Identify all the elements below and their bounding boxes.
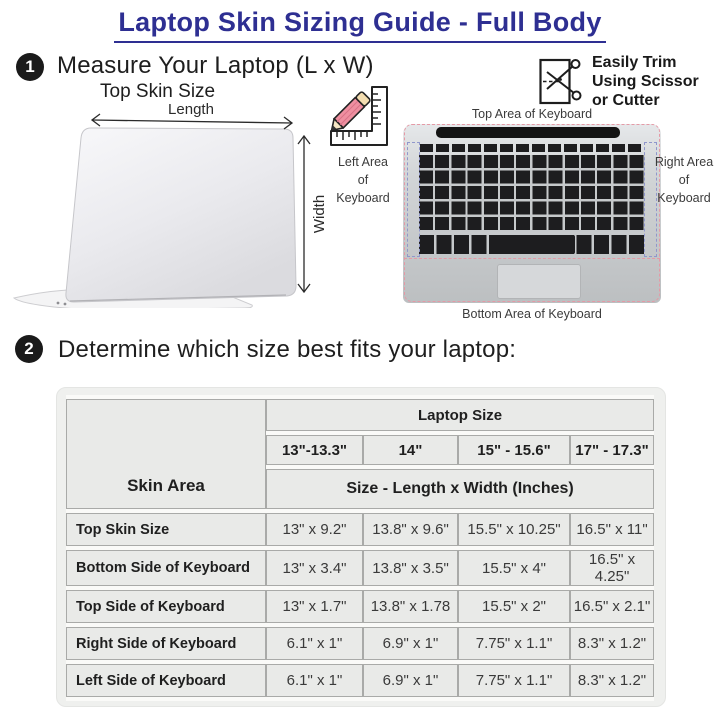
row-label: Left Side of Keyboard [66,664,266,697]
keyboard-keys [419,155,645,232]
port-dot [64,303,67,306]
size-value: 13.8" x 3.5" [363,550,458,586]
keyboard-spacebar [489,235,575,254]
length-label: Length [168,101,214,118]
row-label: Top Skin Size [66,513,266,546]
row-label: Bottom Side of Keyboard [66,550,266,586]
size-value: 7.75" x 1.1" [458,627,570,660]
skin-split-line [404,258,660,259]
column-header: 13"-13.3" [266,435,363,465]
size-value: 16.5" x 11" [570,513,654,546]
size-value: 6.1" x 1" [266,627,363,660]
page-title: Laptop Skin Sizing Guide - Full Body [114,7,605,43]
keyboard-right-area-label [650,153,718,207]
size-value: 13" x 3.4" [266,550,363,586]
size-value: 13" x 9.2" [266,513,363,546]
keyboard-top-area-label: Top Area of Keyboard [471,107,593,121]
label-line: Keyboard [657,191,711,206]
laptop-lid [66,128,296,302]
table-row [66,513,654,546]
size-value: 6.1" x 1" [266,664,363,697]
row-label: Right Side of Keyboard [66,627,266,660]
table-row [66,590,654,623]
label-line: of [678,173,690,188]
trim-note-line: Easily Trim [592,54,677,71]
size-value: 15.5" x 2" [458,590,570,623]
size-dimension-header: Size - Length x Width (Inches) [266,469,654,509]
pencil-ruler-icon [322,84,398,154]
size-value: 13.8" x 1.78 [363,590,458,623]
keyboard-bottom-area-label: Bottom Area of Keyboard [462,307,602,321]
size-value: 6.9" x 1" [363,664,458,697]
pencil [327,91,371,135]
keyboard-diagram [403,124,661,303]
table-row [66,627,654,660]
trim-note [592,54,699,111]
size-value: 16.5" x 4.25" [570,550,654,586]
label-line: Right Area [654,155,714,169]
size-value: 13.8" x 9.6" [363,513,458,546]
size-value: 7.75" x 1.1" [458,664,570,697]
width-label: Width [311,194,328,234]
skin-area-header: Skin Area [66,399,266,509]
sizing-table [66,395,654,701]
row-label: Top Side of Keyboard [66,590,266,623]
size-value: 8.3" x 1.2" [570,664,654,697]
table-header-row [66,399,654,431]
step-2-heading: Determine which size best fits your laptop: [58,336,517,363]
width-arrow [298,136,310,292]
label-line: Keyboard [336,191,390,206]
step-1-badge: 1 [16,53,44,81]
keyboard-trackpad [497,264,581,299]
top-skin-size-label: Top Skin Size [100,81,216,102]
table-row [66,664,654,697]
column-header: 15" - 15.6" [458,435,570,465]
laptop-diagram [8,96,328,308]
table-row [66,550,654,586]
size-value: 8.3" x 1.2" [570,627,654,660]
keyboard-hinge-bar [436,127,620,138]
label-line: Left Area [337,155,389,169]
size-value: 6.9" x 1" [363,627,458,660]
column-header: 14" [363,435,458,465]
size-value: 15.5" x 4" [458,550,570,586]
keyboard-left-area-label [328,153,398,207]
trim-note-line: Using Scissor [592,72,699,90]
size-value: 16.5" x 2.1" [570,590,654,623]
trim-note-line: or Cutter [592,91,660,109]
scissors-icon [538,55,585,107]
step-2-badge: 2 [15,335,43,363]
size-value: 15.5" x 10.25" [458,513,570,546]
label-line: of [357,173,369,188]
size-value: 13" x 1.7" [266,590,363,623]
laptop-size-header: Laptop Size [266,399,654,431]
title-bar [0,7,720,43]
keyboard-function-row [420,144,644,152]
step-1-heading: Measure Your Laptop (L x W) [57,52,374,79]
column-header: 17" - 17.3" [570,435,654,465]
port-dot [57,302,60,305]
